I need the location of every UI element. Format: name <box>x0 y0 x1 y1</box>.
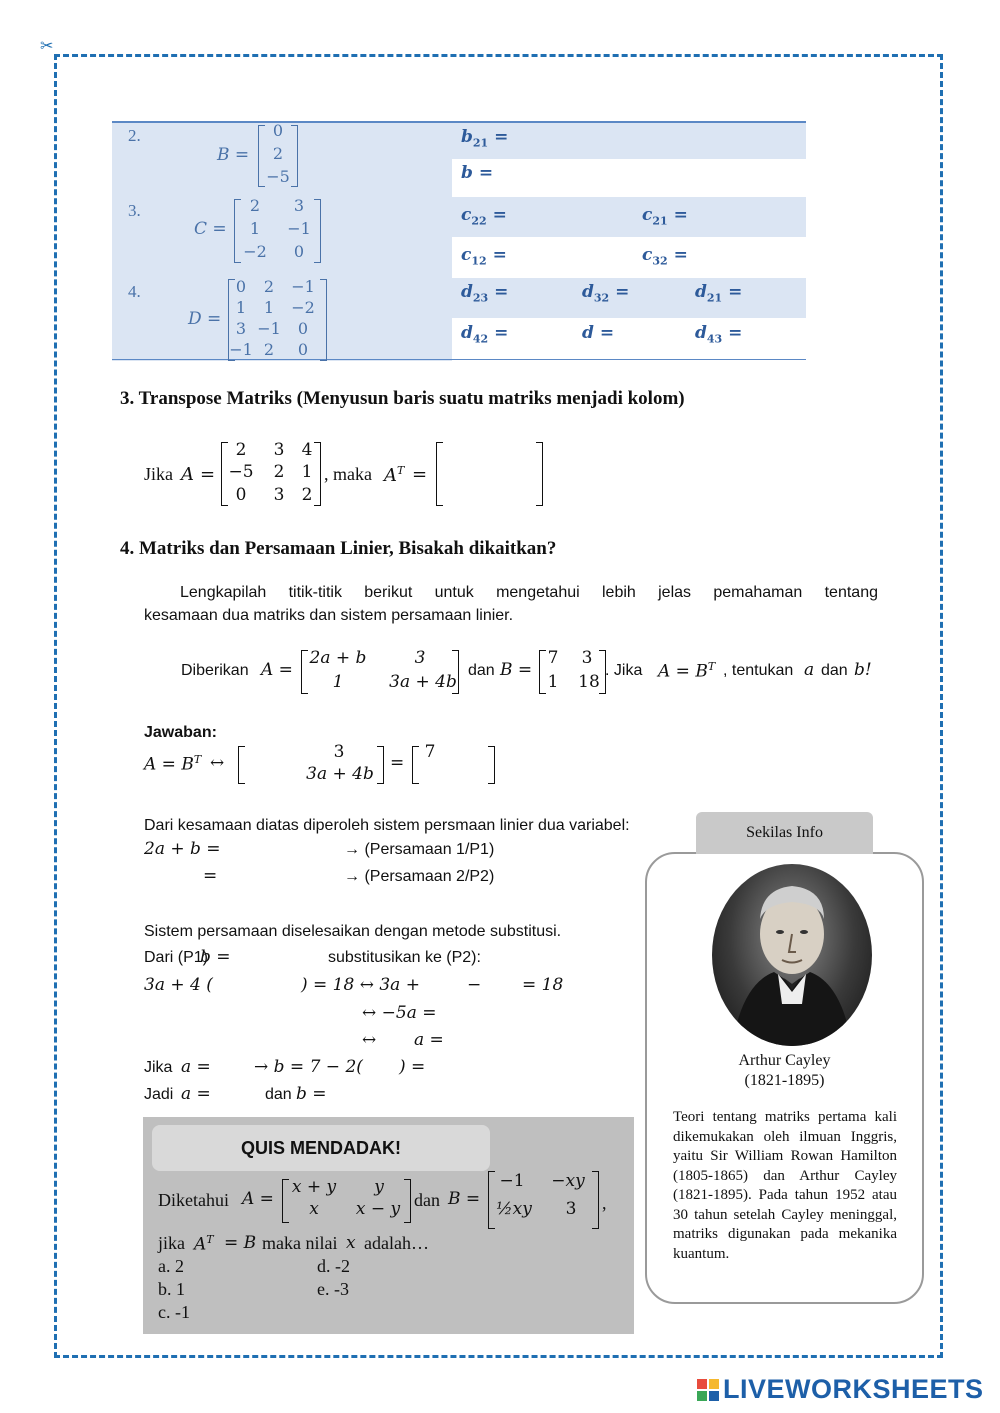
answer-blank[interactable] <box>246 764 296 786</box>
matrix-cell: 1 <box>301 462 313 482</box>
equals-sign: = <box>412 464 428 485</box>
intro-line-2: kesamaan dua matriks dan sistem persamaan linier. <box>144 607 514 624</box>
eq1-lhs: 2a + b = <box>144 839 221 859</box>
quiz-option[interactable]: d. -2 <box>317 1256 350 1276</box>
quiz-title: QUIS MENDADAK! <box>152 1125 490 1171</box>
substitusikan-text: substitusikan ke (P2): <box>328 949 481 966</box>
table-top-rule <box>112 121 806 123</box>
jika-b2: ) = <box>399 1057 426 1077</box>
matrix-a-label: A = <box>242 1189 274 1209</box>
step2-blank[interactable] <box>450 1003 510 1025</box>
matrix-table <box>112 121 806 361</box>
question-text: adalah… <box>364 1233 429 1253</box>
step1-blank[interactable] <box>487 975 517 997</box>
intro-line-1: Lengkapilah titik-titik berikut untuk mengetahui lebih jelas pemahaman tentang <box>180 584 878 601</box>
entry-d43[interactable]: $d_{43}$ = <box>695 323 743 346</box>
jadi-b: b = <box>296 1084 327 1104</box>
jadi-a-blank[interactable] <box>218 1084 260 1106</box>
equals-sign: = <box>200 464 216 485</box>
matrix-b-label: B = <box>500 660 533 680</box>
matrix-cell: 0 <box>235 277 247 296</box>
matrix-d-label: D = <box>188 309 222 329</box>
b-blank[interactable] <box>250 947 322 969</box>
bracket-right <box>377 746 384 784</box>
quiz-option[interactable]: c. -1 <box>158 1302 190 1322</box>
condition-math: $A = B^T$ <box>658 660 716 682</box>
entry-b[interactable]: b = <box>461 163 494 183</box>
matrix-cell: 3 <box>333 742 345 762</box>
question-math: = B <box>224 1233 257 1253</box>
answer-blank[interactable] <box>446 744 486 784</box>
portrait-icon <box>712 864 872 1046</box>
jika-b-blank[interactable] <box>372 1057 398 1079</box>
dan-label: dan <box>821 662 848 679</box>
bracket-right <box>291 125 298 187</box>
jika-a-blank[interactable] <box>216 1057 252 1079</box>
matrix-c-label: C = <box>194 219 227 239</box>
row-number: 3. <box>128 201 141 220</box>
matrix-cell: 2 <box>249 196 261 215</box>
matrix-cell: 3 <box>565 1199 577 1219</box>
jadi-dan: dan <box>265 1086 292 1103</box>
comma: , <box>602 1193 607 1213</box>
matrix-cell: 3 <box>414 648 426 668</box>
quiz-statement <box>158 1171 628 1227</box>
matrix-cell: 0 <box>297 340 309 359</box>
jika-a: a = <box>181 1057 211 1077</box>
matrix-cell: −1 <box>229 340 253 359</box>
entry-c22[interactable]: $c_{22}$ = <box>461 205 507 228</box>
matrix-cell: 7 <box>547 648 559 668</box>
matrix-cell: −1 <box>499 1171 525 1191</box>
matrix-cell: −1 <box>287 219 311 238</box>
matrix-cell: 2a + b <box>309 648 367 668</box>
liveworksheets-logo[interactable]: LIVEWORKSHEETS <box>723 1374 984 1404</box>
info-tab: Sekilas Info <box>696 812 873 854</box>
iff-arrow: ↔ <box>210 753 225 773</box>
step1-minus: − <box>467 975 482 995</box>
row-number: 2. <box>128 126 141 145</box>
matrix-cell: 2 <box>235 440 247 460</box>
bracket-right <box>320 279 327 361</box>
matrix-a-label: A <box>181 464 194 485</box>
matrix-cell: 3 <box>235 319 247 338</box>
answer-bracket-left <box>436 442 443 506</box>
matrix-cell: 0 <box>293 242 305 261</box>
jawaban-label: Jawaban: <box>144 724 217 741</box>
dari-kesamaan-text: Dari kesamaan diatas diperoleh sistem persmaan linier dua variabel: <box>144 817 630 834</box>
matrix-cell: 3 <box>273 440 285 460</box>
step1-b: ) = 18 ↔ 3a + <box>301 975 420 995</box>
entry-d21[interactable]: $d_{21}$ = <box>695 282 743 305</box>
tentukan-label: , tentukan <box>723 662 794 679</box>
matrix-cell: 2 <box>263 340 275 359</box>
info-name: Arthur Cayley <box>738 1052 831 1069</box>
step2: ↔ −5a = <box>362 1003 437 1023</box>
equals-sign: = <box>390 753 405 773</box>
jika-label: Jika <box>144 1059 173 1076</box>
matrix-a-label: A = <box>261 660 293 680</box>
maka-label: , maka <box>324 464 372 484</box>
scissors-icon: ✂ <box>40 38 54 55</box>
matrix-cell: 0 <box>297 319 309 338</box>
quiz-box <box>143 1117 634 1334</box>
matrix-cell: 4 <box>301 440 313 460</box>
matrix-cell: 2 <box>263 277 275 296</box>
given-statement <box>181 648 881 696</box>
matrix-cell: x + y <box>291 1177 337 1197</box>
question-text: jika <box>158 1233 185 1253</box>
matrix-cell: 3a + 4b <box>389 672 457 692</box>
eq2-note: → (Persamaan 2/P2) <box>344 868 495 885</box>
jika-b-result-blank[interactable] <box>432 1057 472 1079</box>
matrix-cell: −5 <box>228 462 254 482</box>
jadi-label: Jadi <box>144 1086 174 1103</box>
diketahui-label: Diketahui <box>158 1190 229 1210</box>
matrix-cell: x − y <box>355 1199 401 1219</box>
eq1-note: → (Persamaan 1/P1) <box>344 841 495 858</box>
matrix-cell: −2 <box>291 298 315 317</box>
matrix-cell: x <box>309 1199 319 1219</box>
question-math: $A^T$ <box>194 1233 214 1255</box>
section-4-heading: 4. Matriks dan Persamaan Linier, Bisakah dikaitkan? <box>120 538 557 559</box>
step1-blank[interactable] <box>218 975 298 997</box>
row-number: 4. <box>128 282 141 301</box>
matrix-cell: 3a + 4b <box>306 764 374 784</box>
jika-label: . Jika <box>605 662 643 679</box>
matrix-cell: −5 <box>266 167 290 186</box>
portrait-image <box>712 864 872 1046</box>
matrix-cell: 0 <box>272 121 284 140</box>
transpose-example <box>144 440 564 510</box>
bracket-right <box>488 746 495 784</box>
entry-c21[interactable]: $c_{21}$ = <box>642 205 688 228</box>
eq2-equals: = <box>203 866 218 886</box>
matrix-cell: 18 <box>578 672 600 692</box>
section-3-heading: 3. Transpose Matriks (Menyusun baris suatu matriks menjadi kolom) <box>120 388 685 409</box>
matrix-cell: 2 <box>301 485 313 505</box>
matrix-cell: −1 <box>257 319 281 338</box>
step1-d: = 18 <box>522 975 564 995</box>
entry-d[interactable]: d = <box>582 323 615 343</box>
dari-p1-label: Dari (P1) <box>144 949 209 966</box>
matrix-cell: 1 <box>547 672 559 692</box>
var-b: b! <box>854 660 872 680</box>
sistem-text: Sistem persamaan diselesaikan dengan metode substitusi. <box>144 923 562 940</box>
answer-equation <box>144 742 504 790</box>
matrix-cell: 2 <box>272 144 284 163</box>
step1-a: 3a + 4 ( <box>144 975 213 995</box>
table-bottom-rule <box>112 359 806 360</box>
quiz-option[interactable]: a. 2 <box>158 1256 184 1276</box>
jika-b: → b = 7 − 2( <box>254 1057 363 1077</box>
matrix-cell: ½xy <box>496 1199 532 1219</box>
question-text: maka nilai <box>262 1233 338 1253</box>
quiz-question <box>158 1233 628 1255</box>
matrix-cell: 3 <box>581 648 593 668</box>
jadi-b-blank[interactable] <box>332 1084 392 1106</box>
matrix-cell: 0 <box>235 485 247 505</box>
matrix-cell: 3 <box>273 485 285 505</box>
answer-bracket-right <box>536 442 543 506</box>
jika-label: Jika <box>144 464 173 484</box>
entry-b21[interactable]: $b_{21}$ = <box>461 127 509 150</box>
entry-d23[interactable]: $d_{23}$ = <box>461 282 509 305</box>
step3-blank[interactable] <box>450 1030 510 1052</box>
step3-arrow: ↔ <box>362 1030 377 1050</box>
jadi-a: a = <box>181 1084 211 1104</box>
bracket-right <box>592 1171 599 1229</box>
transpose-answer-area[interactable] <box>444 444 534 502</box>
matrix-cell: 3 <box>293 196 305 215</box>
info-years: (1821-1895) <box>744 1072 825 1089</box>
diberikan-label: Diberikan <box>181 662 249 679</box>
dan-label: dan <box>468 662 495 679</box>
info-text: Teori tentang matriks pertama kali dikemukakan oleh ilmuan Inggris, yaitu Sir William Rowan Hamilton (1805-1865) dan Arthur Cayley (1821-1895). Pada tahun 1952 atau 30 tahun setelah Cayley meninggal, matriks digunakan pada mekanika kuantum. <box>673 1109 897 1262</box>
entry-d32[interactable]: $d_{32}$ = <box>582 282 630 305</box>
matrix-cell: 1 <box>332 672 344 692</box>
var-a: a <box>804 660 815 680</box>
entry-c32[interactable]: $c_{32}$ = <box>642 245 688 268</box>
eq2-blank[interactable] <box>226 866 336 888</box>
entry-c12[interactable]: $c_{12}$ = <box>461 245 507 268</box>
answer-lhs: $A = B^T$ <box>144 753 202 775</box>
matrix-cell: −xy <box>551 1171 585 1191</box>
matrix-cell: y <box>374 1177 384 1197</box>
matrix-cell: 1 <box>249 219 261 238</box>
liveworksheets-logo-icon <box>697 1379 719 1401</box>
dan-label: dan <box>414 1190 440 1210</box>
eq1-blank[interactable] <box>226 839 336 861</box>
matrix-at-label: $A^T$ <box>384 464 405 486</box>
quiz-option[interactable]: b. 1 <box>158 1279 185 1299</box>
matrix-b-label: B = <box>217 145 250 165</box>
matrix-cell: 1 <box>263 298 275 317</box>
step3: a = <box>414 1030 444 1050</box>
bracket-left <box>238 746 245 784</box>
matrix-cell: 1 <box>235 298 247 317</box>
quiz-option[interactable]: e. -3 <box>317 1279 349 1299</box>
matrix-cell: −1 <box>291 277 315 296</box>
matrix-cell: −2 <box>243 242 267 261</box>
step1-blank[interactable] <box>434 975 464 997</box>
b-equals: b = <box>200 947 231 967</box>
entry-d42[interactable]: $d_{42}$ = <box>461 323 509 346</box>
matrix-cell: 2 <box>273 462 285 482</box>
matrix-b-label: B = <box>448 1189 481 1209</box>
eq2-lhs-blank[interactable] <box>144 866 202 888</box>
bracket-right <box>314 199 321 263</box>
matrix-cell: 7 <box>424 742 436 762</box>
question-var: x <box>346 1233 356 1253</box>
